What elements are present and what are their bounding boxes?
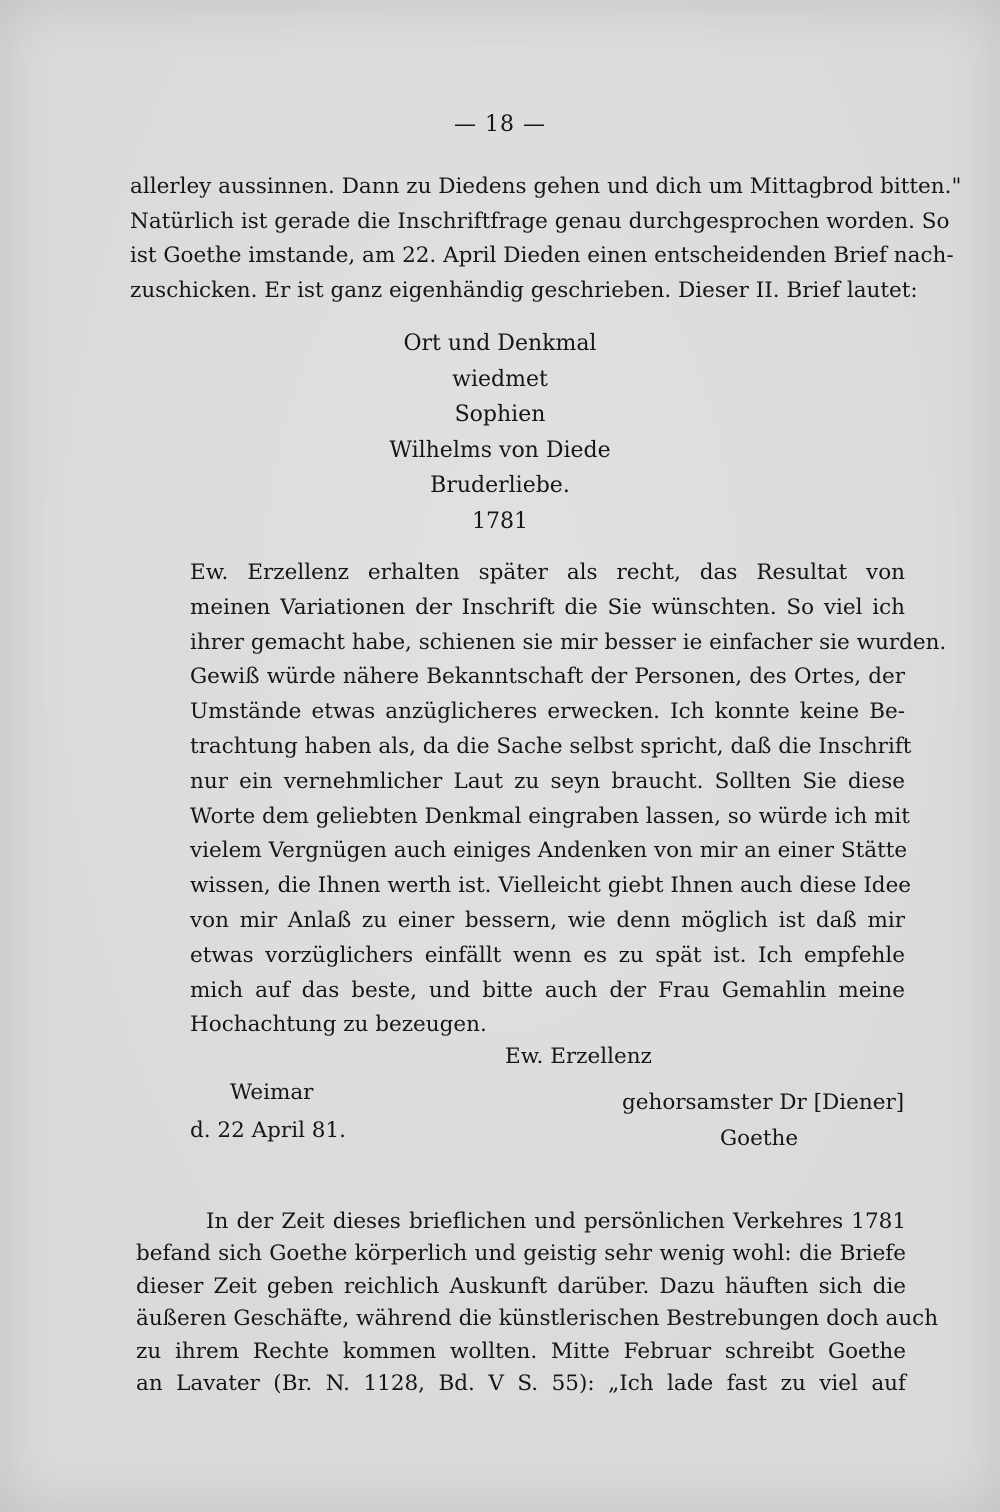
text-line: zuschicken. Er ist ganz eigenhändig geschrieben. Dieser II. Brief lautet: (130, 277, 918, 303)
intro-paragraph (130, 170, 962, 308)
letter-date: d. 22 April 81. (190, 1118, 346, 1143)
letter-line: trachtung haben als, da die Sache selbst spricht, daß die Inschrift (190, 733, 912, 759)
text-line: In der Zeit dieses brieflichen und persönlichen Verkehres 1781 (206, 1209, 906, 1234)
letter-line: wissen, die Ihnen werth ist. Vielleicht giebt Ihnen auch diese Idee (190, 873, 912, 899)
letter-line: Umstände etwas anzüglicheres erwecken. Ich konnte keine Be- (190, 699, 905, 725)
inscription-line: Bruderliebe. (430, 473, 570, 498)
letter-line: Ew. Erzellenz erhalten später als recht, das Resultat von (190, 560, 905, 585)
text-line: befand sich Goethe körperlich und geistig sehr wenig wohl: die Briefe (136, 1241, 906, 1267)
text-line: zu ihrem Rechte kommen wollten. Mitte Februar schreibt Goethe (136, 1338, 906, 1364)
letter-place: Weimar (230, 1080, 314, 1105)
letter-line: Gewiß würde nähere Bekanntschaft der Personen, des Ortes, der (190, 664, 905, 690)
inscription-year: 1781 (472, 508, 528, 534)
letter-line: meinen Variationen der Inschrift die Sie wünschten. So viel ich (190, 594, 905, 620)
letter-line: mich auf das beste, und bitte auch der Frau Gemahlin meine (190, 977, 905, 1003)
signature-line: gehorsamster Dr [Diener] (622, 1090, 905, 1115)
text-line: allerley aussinnen. Dann zu Diedens gehen und dich um Mittagbrod bitten." (130, 174, 962, 199)
letter-body (190, 556, 947, 1043)
inscription-line: Wilhelms von Diede (389, 437, 611, 463)
text-line: äußeren Geschäfte, während die künstlerischen Bestrebungen doch auch (136, 1306, 939, 1332)
page-number: — 18 — (454, 112, 546, 137)
letter-line: ihrer gemacht habe, schienen sie mir besser ie einfacher sie wurden. (190, 629, 947, 655)
letter-line: von mir Anlaß zu einer bessern, wie denn möglich ist daß mir (190, 907, 905, 933)
inscription-line: Ort und Denkmal (403, 331, 597, 356)
commentary-paragraph (136, 1206, 939, 1400)
letter-line: Hochachtung zu bezeugen. (190, 1012, 487, 1038)
letter-line: etwas vorzüglichers einfällt wenn es zu spät ist. Ich empfehle (190, 942, 905, 968)
closing-salutation: Ew. Erzellenz (505, 1044, 652, 1069)
letter-line: Worte dem geliebten Denkmal eingraben lassen, so würde ich mit (190, 803, 910, 829)
signer-name: Goethe (720, 1126, 799, 1151)
letter-line: nur ein vernehmlicher Laut zu seyn braucht. Sollten Sie diese (190, 768, 905, 794)
inscription-line: wiedmet (452, 366, 548, 392)
text-line: dieser Zeit geben reichlich Auskunft darüber. Dazu häuften sich die (136, 1273, 906, 1299)
letter-line: vielem Vergnügen auch einiges Andenken von mir an einer Stätte (190, 838, 908, 864)
inscription-block (0, 326, 1000, 539)
text-line: an Lavater (Br. N. 1128, Bd. V S. 55): „Ich lade fast zu viel auf (136, 1371, 906, 1397)
inscription-line: Sophien (454, 402, 546, 427)
text-line: ist Goethe imstande, am 22. April Dieden einen entscheidenden Brief nach- (130, 243, 954, 268)
text-line: Natürlich ist gerade die Inschriftfrage genau durchgesprochen worden. So (130, 208, 950, 234)
